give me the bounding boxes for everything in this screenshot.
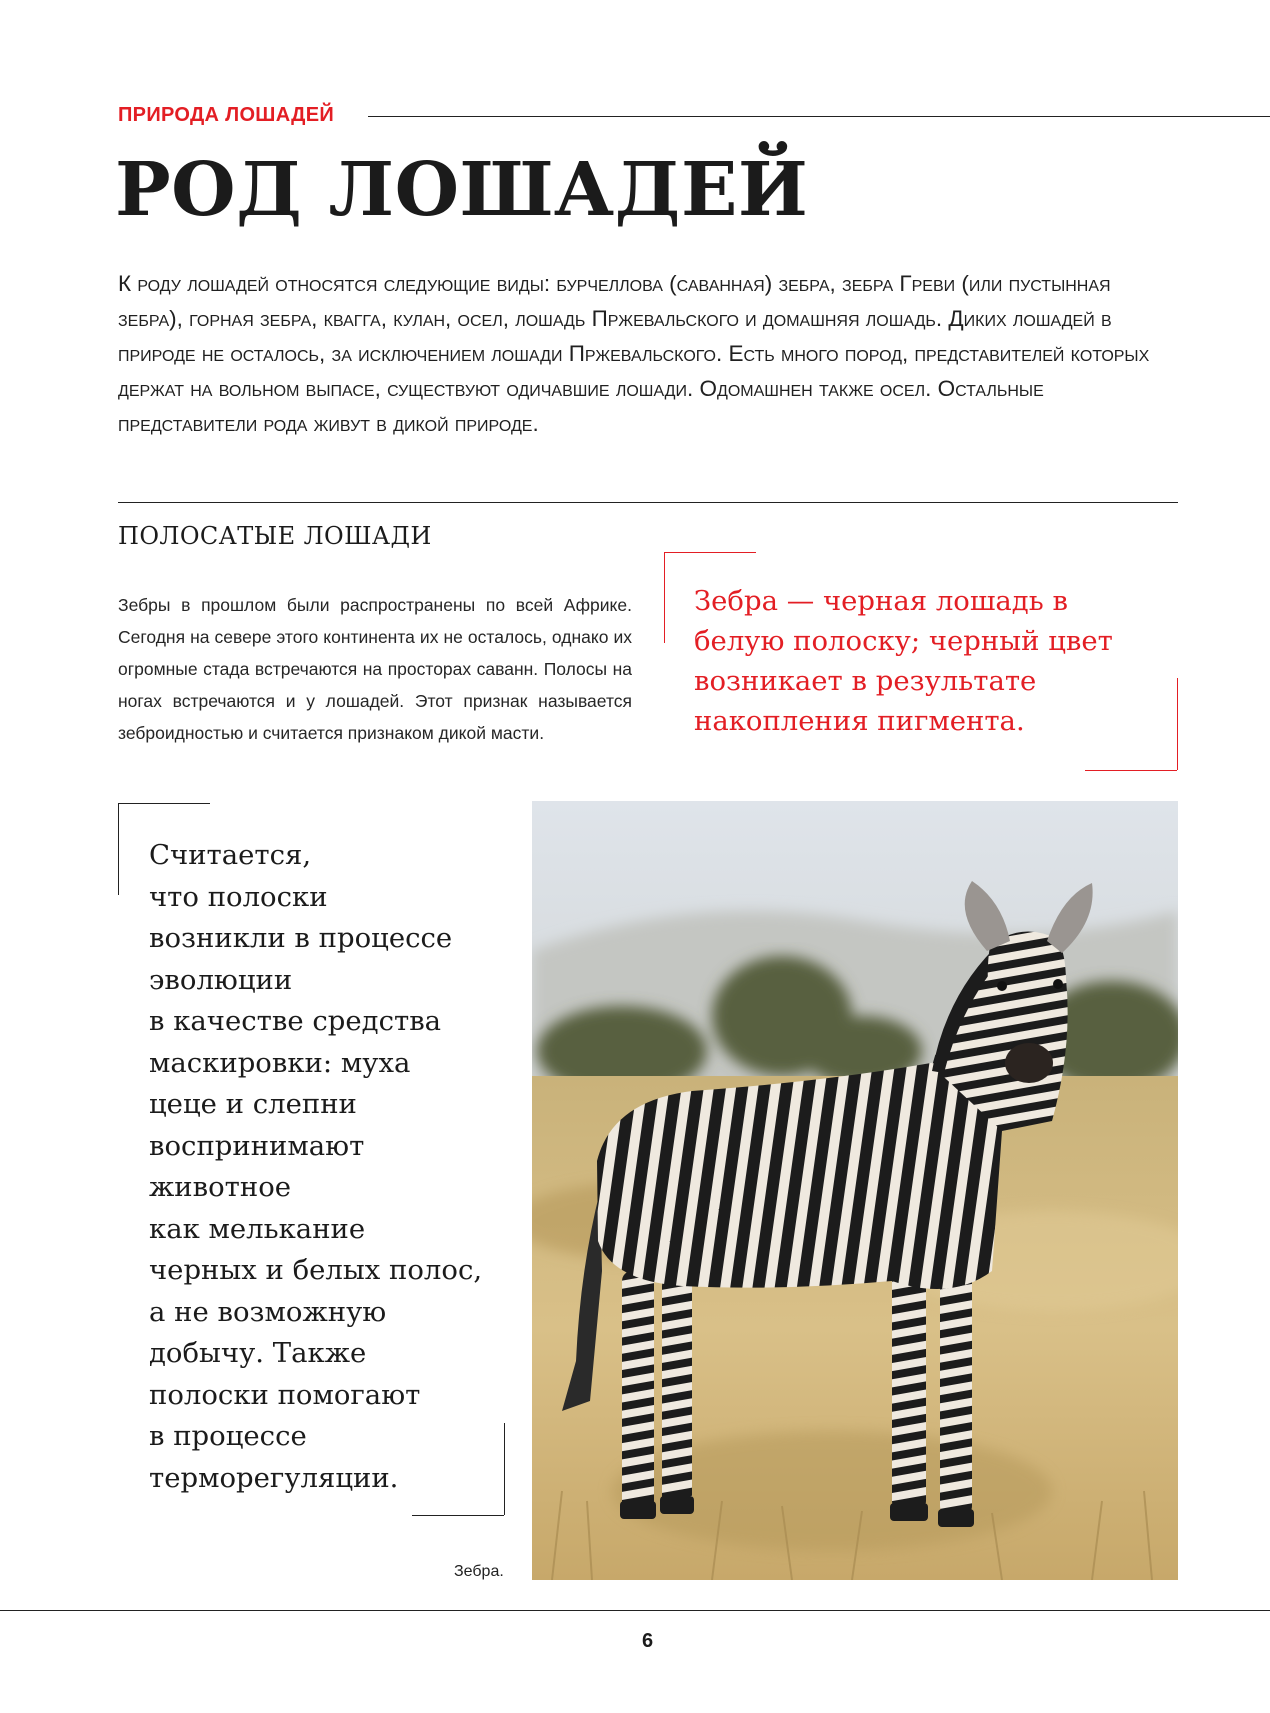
- section-body-paragraph: Зебры в прошлом были распространены по всей Африке. Сегодня на севере этого континента их не осталось, однако их огромные стада встречаются на просторах саванн. Полосы на ногах встречаются и у лошадей. Этот признак называется зеброидностью и считается признаком дикой масти.: [118, 595, 632, 743]
- quote-line: в качестве средства: [149, 1005, 442, 1037]
- kicker-rule: [368, 116, 1270, 117]
- quote-line: как мелькание: [149, 1212, 366, 1245]
- quote-line: в процессе: [149, 1420, 307, 1452]
- quote-line: животное: [149, 1171, 292, 1203]
- photo-caption: Зебра.: [454, 1563, 504, 1580]
- zebra-photo: [532, 801, 1178, 1580]
- quote-line: а не возможную: [149, 1295, 387, 1328]
- quote-line: что полоски: [149, 880, 328, 913]
- quote-line: эволюции: [149, 963, 293, 996]
- quote-bracket-top-h: [118, 803, 210, 804]
- section-divider: [118, 502, 1178, 503]
- red-quote-bracket-bottom-h: [1085, 770, 1177, 771]
- quote-line: добычу. Также: [149, 1337, 367, 1369]
- section-heading: ПОЛОСАТЫЕ ЛОШАДИ: [118, 522, 432, 550]
- quote-bracket-bottom: [504, 1423, 505, 1515]
- section-kicker: ПРИРОДА ЛОШАДЕЙ: [118, 104, 335, 126]
- page-title: РОД ЛОШАДЕЙ: [115, 147, 809, 233]
- quote-line: воспринимают: [149, 1129, 365, 1162]
- quote-line: маскировки: муха: [149, 1046, 411, 1079]
- quote-line: черных и белых полос,: [149, 1254, 483, 1286]
- quote-line: возникли в процессе: [149, 922, 453, 954]
- quote-line: Считается,: [149, 839, 312, 871]
- red-quote-bracket-top: [664, 552, 665, 643]
- quote-line: цеце и слепни: [149, 1088, 357, 1120]
- big-pull-quote: [149, 835, 509, 1499]
- red-quote-bracket-bottom: [1177, 678, 1178, 770]
- footer-rule: [0, 1610, 1270, 1611]
- quote-line: терморегуляции.: [149, 1461, 399, 1494]
- intro-paragraph: К роду лошадей относятся следующие виды: бурчеллова (саванная) зебра, зебра Греви (или пустынная зебра), горная зебра, квагга, кулан, осел, лошадь Пржевальского и домашняя лошадь. Диких лошадей в природе не осталось, за исключением лошади Пржевальского. Есть много пород, представителей которых держат на вольном выпасе, существуют одичавшие лошади. Одомашнен также осел. Остальные представители рода живут в дикой природе.: [118, 271, 1150, 436]
- page-number: 6: [641, 1630, 654, 1652]
- quote-bracket-top: [118, 803, 119, 895]
- red-pull-quote: Зебра — черная лошадь в белую полоску; черный цвет возникает в результате накопления пигмента.: [694, 585, 1113, 737]
- quote-line: полоски помогают: [149, 1378, 421, 1411]
- red-quote-bracket-top-h: [664, 552, 756, 553]
- quote-bracket-bottom-h: [412, 1515, 504, 1516]
